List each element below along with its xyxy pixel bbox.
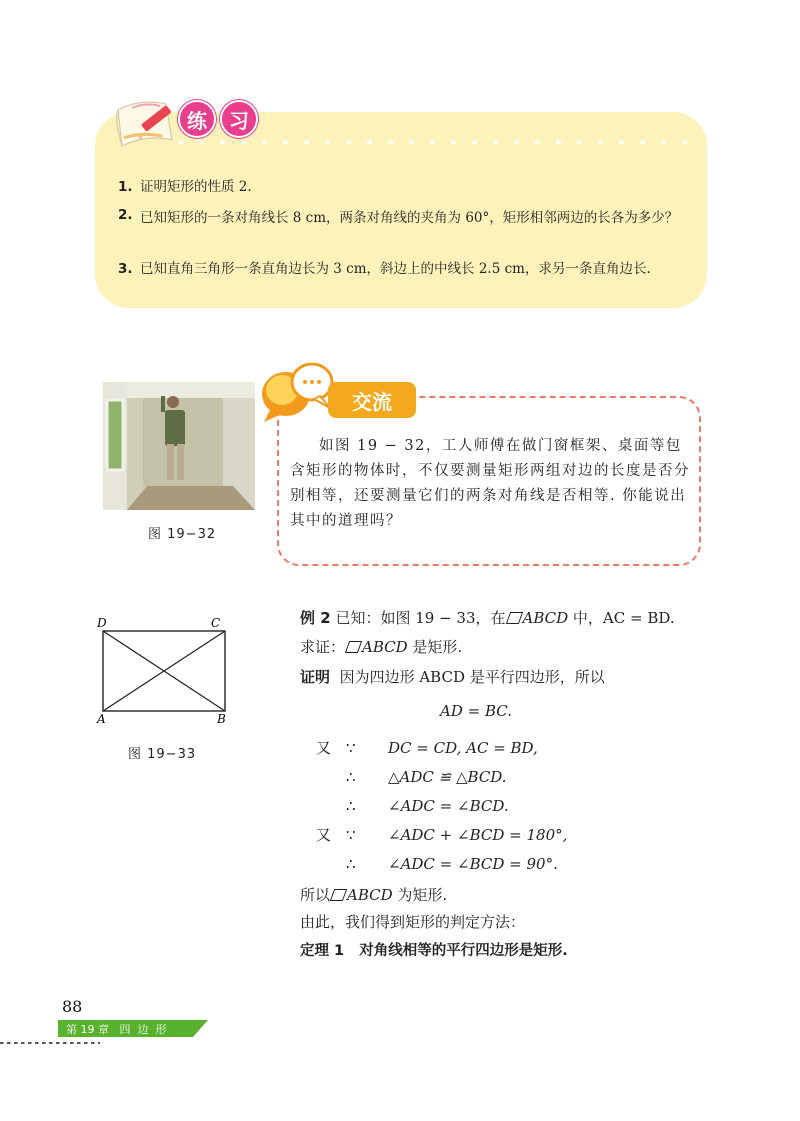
discussion-text: 如图 19 − 32，工人师傅在做门窗框架、桌面等包含矩形的物体时，不仅要测量矩形两组对边的长度是否分别相等，还要测量它们的两条对角线是否相等. 你能说出其中的道理吗？ [290,438,690,529]
proof-you-2: 又 [316,826,332,844]
example-label: 例 2 [300,609,331,627]
given-figure: ABCD [522,609,569,627]
prove-suffix: 是矩形. [407,638,463,656]
practice-item [118,205,700,231]
proof-step-3: △ADC ≌ △BCD. [388,768,507,786]
proof-step-4: ∠ADC = ∠BCD. [388,797,509,815]
conclusion-figure: ABCD [347,886,393,904]
proof-step-2: DC = CD, AC = BD, [388,739,538,757]
conclusion-suffix: 为矩形. [392,886,448,904]
practice-item [118,177,700,197]
vertex-label-d: D [97,616,107,630]
practice-item-text: 已知直角三角形一条直角边长为 3 cm，斜边上的中线长 2.5 cm，求另一条直角边长. [140,261,651,277]
vertex-label-a: A [97,712,106,726]
proof-label: 证明 [300,668,331,686]
proof-step-1: AD = BC. [440,702,512,720]
rectangle-figure [95,615,235,727]
practice-item-number: 3. [118,261,133,277]
parallelogram-icon [345,641,362,653]
practice-title-char: 练 [178,100,216,138]
practice-item [118,259,700,279]
vertex-label-c: C [211,616,221,630]
practice-dotted-line [170,140,690,144]
proof-conclusion [300,884,447,906]
example-prove [300,636,462,658]
because-symbol: ∵ [346,739,356,757]
photo-caption: 图 19−32 [148,527,217,542]
proof-intro-line [300,666,605,688]
proof-step-6: ∠ADC = ∠BCD = 90°. [388,855,558,873]
practice-item-number: 2. [118,207,133,223]
theorem-text: 对角线相等的平行四边形是矩形. [359,943,568,959]
figure-caption: 图 19−33 [128,747,197,762]
proof-you-1: 又 [316,739,332,757]
parallelogram-icon [505,612,522,624]
practice-title [178,100,258,136]
proof-intro: 因为四边形 ABCD 是平行四边形，所以 [339,668,605,686]
prove-prefix: 求证： [300,638,346,656]
footer-dotted-line [0,1042,100,1044]
therefore-symbol: ∴ [346,768,356,786]
practice-item-text: 已知矩形的一条对角线长 8 cm，两条对角线的夹角为 60°，矩形相邻两边的长各为多少？ [140,210,679,226]
chapter-label: 第 19 章 四 边 形 [66,1023,167,1036]
parallelogram-icon [330,889,347,901]
given-prefix: 已知：如图 19 − 33，在 [335,609,506,627]
theorem-label: 定理 1 [300,943,345,959]
proof-step-5: ∠ADC + ∠BCD = 180°, [388,826,568,844]
given-suffix: 中，AC = BD. [568,609,675,627]
because-symbol: ∵ [346,826,356,844]
theorem-line [300,940,568,962]
prove-figure: ABCD [362,638,408,656]
therefore-symbol: ∴ [346,855,356,873]
therefore-symbol: ∴ [346,797,356,815]
worker-photo [103,382,255,510]
practice-title-char: 习 [220,100,258,138]
page-number: 88 [62,997,83,1016]
pencil-paper-icon [110,90,182,156]
practice-item-number: 1. [118,179,133,195]
discussion-title: 交流 [328,382,416,418]
theorem-lead: 由此，我们得到矩形的判定方法： [300,913,526,931]
speech-bubble-icon [258,356,338,426]
conclusion-prefix: 所以 [300,886,331,904]
example-given [300,607,675,629]
practice-item-text: 证明矩形的性质 2. [140,179,252,195]
vertex-label-b: B [217,712,226,726]
